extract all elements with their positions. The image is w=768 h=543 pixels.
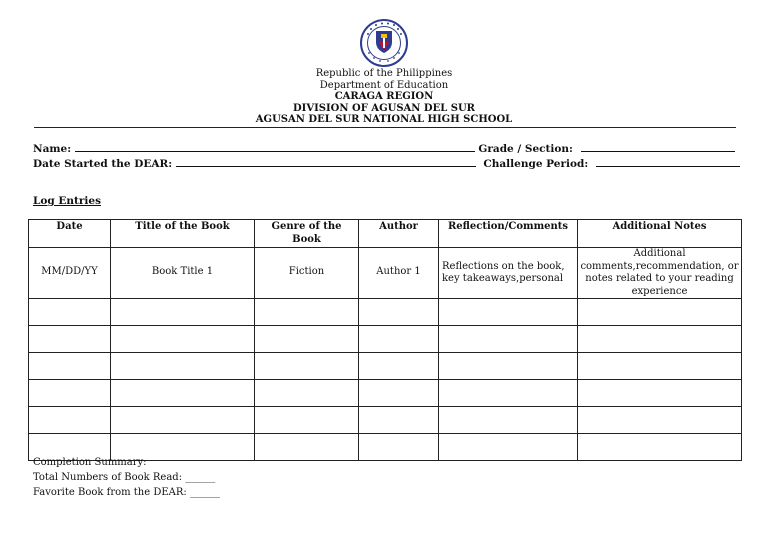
header-school: AGUSAN DEL SUR NATIONAL HIGH SCHOOL xyxy=(255,114,513,125)
header-author: Author xyxy=(359,220,439,248)
table-cell[interactable] xyxy=(578,380,742,407)
name-field[interactable] xyxy=(75,142,475,152)
table-cell[interactable] xyxy=(439,299,578,326)
table-cell[interactable] xyxy=(255,434,359,461)
header-date: Date xyxy=(29,220,111,248)
cell-author[interactable]: Author 1 xyxy=(359,248,439,299)
challenge-period-field[interactable] xyxy=(596,157,740,167)
grade-section-label: Grade / Section: xyxy=(478,143,573,155)
table-cell[interactable] xyxy=(359,434,439,461)
cell-reflection[interactable]: Reflections on the book, key takeaways,personal xyxy=(439,248,578,299)
table-cell[interactable] xyxy=(359,407,439,434)
table-cell[interactable] xyxy=(359,353,439,380)
grade-section-field[interactable] xyxy=(581,142,735,152)
completion-summary xyxy=(33,455,220,500)
header-department: Department of Education xyxy=(319,79,449,91)
table-cell[interactable] xyxy=(111,353,255,380)
table-cell[interactable] xyxy=(578,299,742,326)
table-cell[interactable] xyxy=(111,407,255,434)
table-cell[interactable] xyxy=(255,299,359,326)
header-division: DIVISION OF AGUSAN DEL SUR xyxy=(293,102,475,114)
school-header xyxy=(0,68,768,126)
table-row xyxy=(29,380,742,407)
header-title: Title of the Book xyxy=(111,220,255,248)
header-region: CARAGA REGION xyxy=(334,91,434,102)
table-cell[interactable] xyxy=(111,299,255,326)
table-cell[interactable] xyxy=(29,407,111,434)
cell-date[interactable]: MM/DD/YY xyxy=(29,248,111,299)
header-reflection: Reflection/Comments xyxy=(439,220,578,248)
cell-genre[interactable]: Fiction xyxy=(255,248,359,299)
table-cell[interactable] xyxy=(255,326,359,353)
cell-title[interactable]: Book Title 1 xyxy=(111,248,255,299)
header-genre: Genre of the Book xyxy=(255,220,359,248)
table-header-row xyxy=(29,220,742,248)
challenge-period-label: Challenge Period: xyxy=(483,158,589,170)
date-challenge-row xyxy=(33,157,740,170)
table-cell[interactable] xyxy=(29,353,111,380)
table-cell[interactable] xyxy=(29,380,111,407)
header-notes: Additional Notes xyxy=(578,220,742,248)
log-entries-table xyxy=(28,219,742,461)
table-row xyxy=(29,299,742,326)
table-cell[interactable] xyxy=(359,380,439,407)
header-divider xyxy=(34,127,736,128)
name-label: Name: xyxy=(33,143,72,155)
table-cell[interactable] xyxy=(255,380,359,407)
table-cell[interactable] xyxy=(359,326,439,353)
table-cell[interactable] xyxy=(439,326,578,353)
table-cell[interactable] xyxy=(29,326,111,353)
cell-notes[interactable]: Additional comments,recommendation, or notes related to your reading experience xyxy=(578,248,742,299)
table-cell[interactable] xyxy=(255,407,359,434)
table-cell[interactable] xyxy=(359,299,439,326)
table-cell[interactable] xyxy=(439,353,578,380)
table-cell[interactable] xyxy=(578,407,742,434)
summary-heading: Completion Summary: xyxy=(33,457,147,468)
date-started-label: Date Started the DEAR: xyxy=(33,158,173,170)
header-republic: Republic of the Philippines xyxy=(315,68,453,79)
table-cell[interactable] xyxy=(439,380,578,407)
table-cell[interactable] xyxy=(578,434,742,461)
table-row xyxy=(29,353,742,380)
favorite-book-line: Favorite Book from the DEAR: ______ xyxy=(33,487,220,498)
table-cell[interactable] xyxy=(439,434,578,461)
table-cell[interactable] xyxy=(578,326,742,353)
table-cell[interactable] xyxy=(578,353,742,380)
table-cell[interactable] xyxy=(255,353,359,380)
table-row xyxy=(29,248,742,299)
table-cell[interactable] xyxy=(111,326,255,353)
name-grade-row xyxy=(33,142,735,155)
table-row xyxy=(29,407,742,434)
table-cell[interactable] xyxy=(111,380,255,407)
table-row xyxy=(29,326,742,353)
log-entries-title: Log Entries xyxy=(33,195,101,207)
total-books-line: Total Numbers of Book Read: ______ xyxy=(33,472,216,483)
table-cell[interactable] xyxy=(439,407,578,434)
date-started-field[interactable] xyxy=(176,157,476,167)
deped-seal-icon xyxy=(357,18,411,68)
table-cell[interactable] xyxy=(29,299,111,326)
